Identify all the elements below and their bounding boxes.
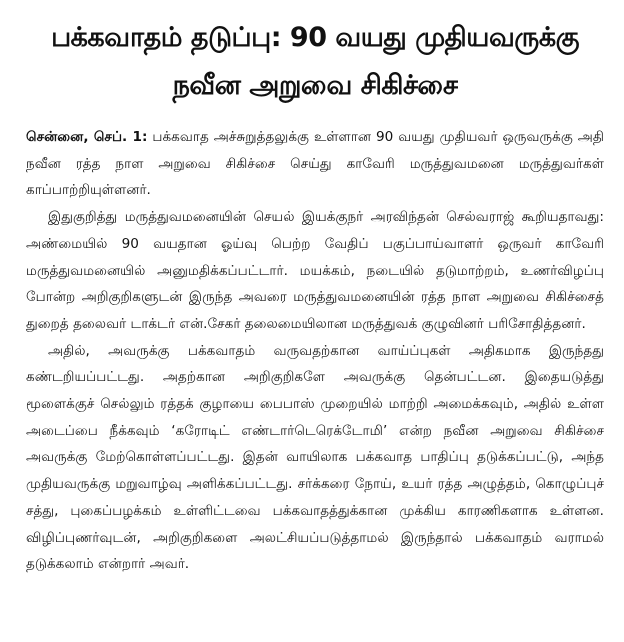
- paragraph-1-text: பக்கவாத அச்சுறுத்தலுக்கு உள்ளான 90 வயது முதியவர் ஒருவருக்கு அதி நவீன ரத்த நாள அறுவை சிகிச்சை செய்து காவேரி மருத்துவமனை மருத்துவர்கள் காப்பாற்றியுள்ளனர்.: [26, 129, 604, 199]
- headline: [26, 14, 604, 110]
- paragraph-3: அதில், அவருக்கு பக்கவாதம் வருவதற்கான வாய்ப்புகள் அதிகமாக இருந்தது கண்டறியப்பட்டது. அதற்கான அறிகுறிகளே அவருக்கு தென்பட்டன. இதையடுத்து மூளைக்குச் செல்லும் ரத்தக் குழாயை பைபாஸ் முறையில் மாற்றி அமைக்கவும், அதில் உள்ள அடைப்பை நீக்கவும் ‘கரோடிட் எண்டார்டெரெக்டோமி’ என்ற நவீன அறுவை சிகிச்சை அவருக்கு மேற்கொள்ளப்பட்டது. இதன் வாயிலாக பக்கவாத பாதிப்பு தடுக்கப்பட்டு, அந்த முதியவருக்கு மறுவாழ்வு அளிக்கப்பட்டது. சர்க்கரை நோய், உயர் ரத்த அழுத்தம், கொழுப்புச் சத்து, புகைப்பழக்கம் உள்ளிட்டவை பக்கவாதத்துக்கான முக்கிய காரணிகளாக உள்ளன. விழிப்புணர்வுடன், அறிகுறிகளை அலட்சியப்படுத்தாமல் இருந்தால் பக்கவாதம் வராமல் தடுக்கலாம் என்றார் அவர்.: [26, 342, 604, 573]
- headline-line-2: நவீன அறுவை சிகிச்சை: [172, 70, 458, 101]
- paragraph-2: இதுகுறித்து மருத்துவமனையின் செயல் இயக்குநர் அரவிந்தன் செல்வராஜ் கூறியதாவது: அண்மையில் 90 வயதான ஓய்வு பெற்ற வேதிப் பகுப்பாய்வாளர் ஒருவர் காவேரி மருத்துவமனையில் அனுமதிக்கப்பட்டார். மயக்கம், நடையில் தடுமாற்றம், உணர்விழப்பு போன்ற அறிகுறிகளுடன் இருந்த அவரை மருத்துவமனையின் ரத்த நாள அறுவை சிகிச்சைத் துறைத் தலைவர் டாக்டர் என்.சேகர் தலைமையிலான மருத்துவக் குழுவினர் பரிசோதித்தனர்.: [26, 209, 604, 332]
- dateline: சென்னை, செப். 1:: [26, 129, 148, 145]
- paragraph-1: [26, 124, 604, 204]
- headline-line-1: பக்கவாதம் தடுப்பு: 90 வயது முதியவருக்கு: [51, 22, 579, 53]
- article-body: [26, 124, 604, 578]
